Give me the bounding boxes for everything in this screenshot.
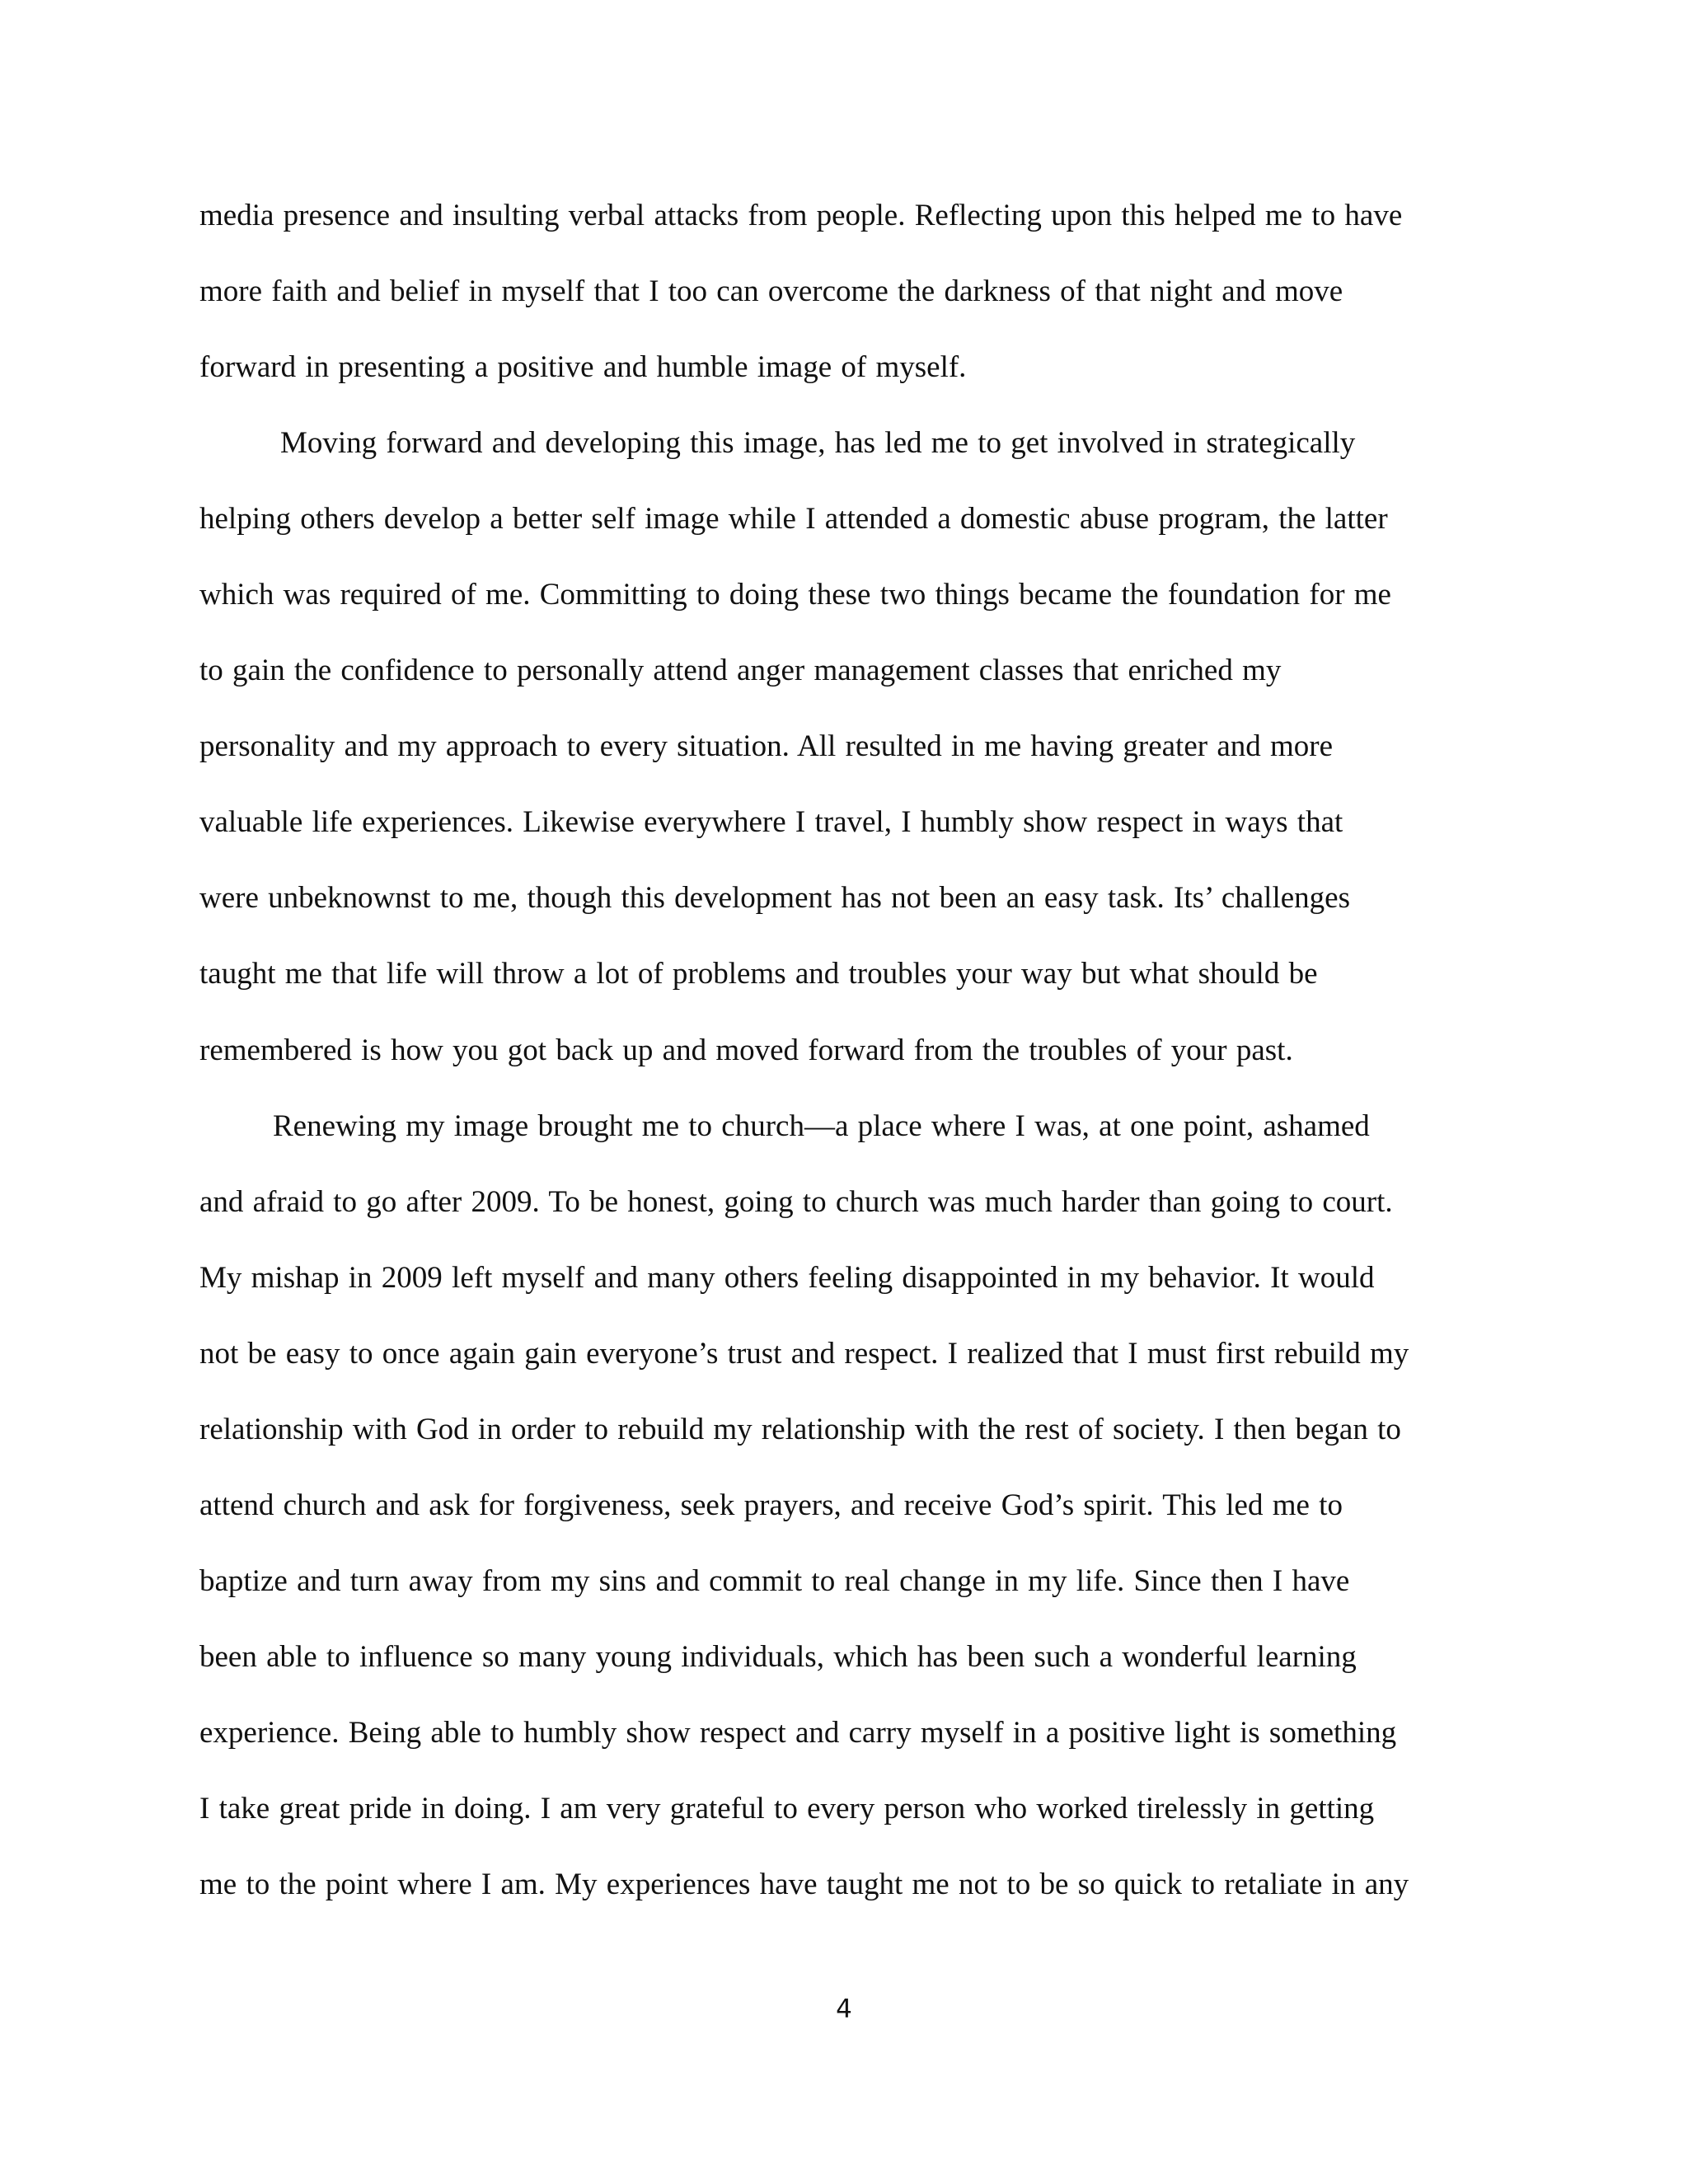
text-line: baptize and turn away from my sins and commit to real change in my life. Since then I have xyxy=(199,1563,1350,1598)
text-line: to gain the confidence to personally attend anger management classes that enriched my xyxy=(199,654,1282,688)
text-line: personality and my approach to every situation. All resulted in me having greater and more xyxy=(199,729,1334,764)
text-line: were unbeknownst to me, though this development has not been an easy task. Its’ challenges xyxy=(199,881,1350,916)
text-line: not be easy to once again gain everyone’s trust and respect. I realized that I must first rebuild my xyxy=(199,1336,1409,1371)
text-line: valuable life experiences. Likewise everywhere I travel, I humbly show respect in ways that xyxy=(199,805,1343,840)
text-line: remembered is how you got back up and moved forward from the troubles of your past. xyxy=(199,1033,1293,1067)
paragraph-start-line: Renewing my image brought me to church—a place where I was, at one point, ashamed xyxy=(273,1108,1370,1143)
text-line: media presence and insulting verbal attacks from people. Reflecting upon this helped me to have xyxy=(199,199,1403,232)
text-line: attend church and ask for forgiveness, seek prayers, and receive God’s spirit. This led me to xyxy=(199,1488,1343,1522)
text-line: taught me that life will throw a lot of problems and troubles your way but what should be xyxy=(199,957,1318,991)
text-line: I take great pride in doing. I am very grateful to every person who worked tirelessly in getting xyxy=(199,1791,1375,1825)
text-line: more faith and belief in myself that I too can overcome the darkness of that night and move xyxy=(199,274,1343,309)
text-line: forward in presenting a positive and humble image of myself. xyxy=(199,350,967,385)
paragraph-start-line: Moving forward and developing this image, has led me to get involved in strategically xyxy=(280,426,1356,461)
text-line: and afraid to go after 2009. To be honest, going to church was much harder than going to court. xyxy=(199,1184,1393,1219)
page-number: 4 xyxy=(836,1994,852,2024)
text-line: been able to influence so many young individuals, which has been such a wonderful learning xyxy=(199,1639,1357,1674)
text-line: which was required of me. Committing to doing these two things became the foundation for me xyxy=(199,578,1391,612)
body-text xyxy=(199,190,1492,1935)
text-line: experience. Being able to humbly show respect and carry myself in a positive light is something xyxy=(199,1715,1397,1750)
text-line: helping others develop a better self image while I attended a domestic abuse program, the latter xyxy=(199,502,1388,537)
text-line: relationship with God in order to rebuild my relationship with the rest of society. I then began to xyxy=(199,1412,1401,1446)
text-line: My mishap in 2009 left myself and many others feeling disappointed in my behavior. It would xyxy=(199,1260,1375,1295)
text-line: me to the point where I am. My experiences have taught me not to be so quick to retaliate in any xyxy=(199,1868,1409,1902)
